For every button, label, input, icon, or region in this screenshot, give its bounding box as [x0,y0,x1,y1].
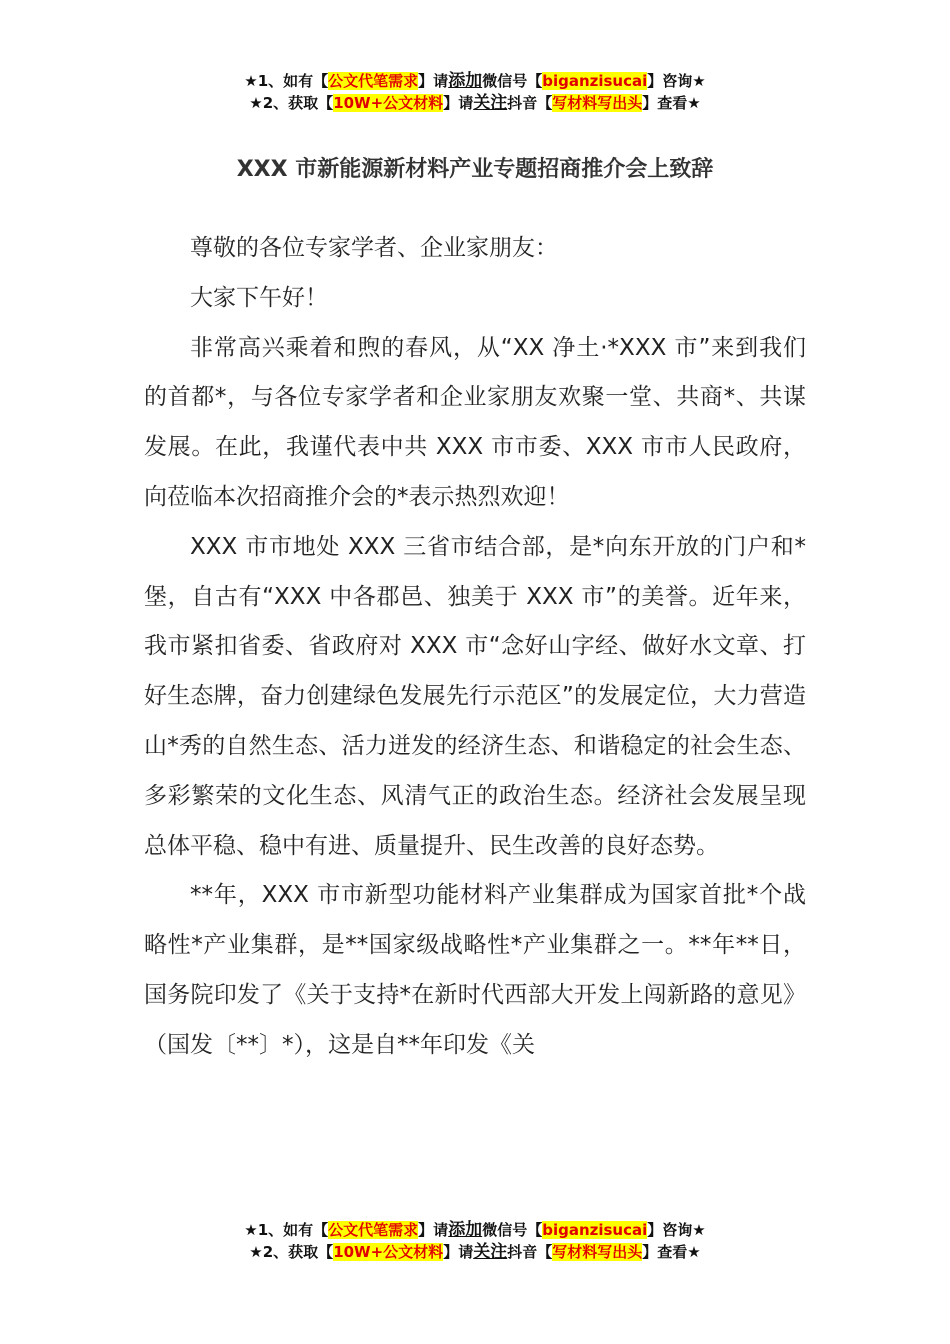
promo-text: ★1、如有【 [244,72,329,90]
promo-text: 抖音【 [507,1243,553,1261]
greeting: 大家下午好！ [190,284,328,311]
promo-line-1 [0,1219,950,1241]
promo-highlight-service: 公文代笔需求 [328,72,419,90]
promo-emphasis: 添加 [448,1220,483,1240]
promo-text: 】咨询★ [647,1221,706,1239]
promo-emphasis: 关注 [473,1242,508,1262]
promo-text: 】请 [443,1243,474,1261]
promo-text: ★1、如有【 [244,1221,329,1239]
body-paragraph: XXX 市市地处 XXX 三省市结合部，是*向东开放的门户和*堡，自古有“XXX 中各郡邑、独美于 XXX 市”的美誉。近年来，我市紧扣省委、省政府对 XXX 市“念好山字经、做好水文章、打好生态牌，奋力创建绿色发展先行示范区”的发展定位，大力营造山*秀的自然生态、活力迸发的经济生态、和谐稳定的社会生态、多彩繁荣的文化生态、风清气正的政治生态。经济社会发展呈现总体平稳、稳中有进、质量提升、民生改善的良好态势。 [144,533,806,859]
promo-highlight-douyin: 写材料写出头 [552,1243,643,1261]
promo-highlight-materials: 10W+公文材料 [333,94,444,112]
promo-text: 】请 [443,94,474,112]
promo-line-2 [0,92,950,114]
promo-text: 微信号【 [482,1221,543,1239]
salutation: 尊敬的各位专家学者、企业家朋友： [190,235,558,261]
promo-emphasis: 添加 [448,71,483,91]
promo-highlight-douyin: 写材料写出头 [552,94,643,112]
body-paragraph: **年，XXX 市市新型功能材料产业集群成为国家首批*个战略性*产业集群，是**国家级战略性*产业集群之一。**年**日，国务院印发了《关于支持*在新时代西部大开发上闯新路的意见》（国发〔**〕*），这是自**年印发《关 [144,882,806,1058]
promo-line-2 [0,1241,950,1263]
promo-text: 】查看★ [642,1243,701,1261]
promo-banner-bottom [0,1219,950,1263]
promo-text: 微信号【 [482,72,543,90]
promo-highlight-wechat: biganzisucai [542,1221,648,1239]
promo-emphasis: 关注 [473,93,508,113]
promo-text: 】请 [418,72,449,90]
promo-text: 】咨询★ [647,72,706,90]
promo-text: 】查看★ [642,94,701,112]
promo-highlight-materials: 10W+公文材料 [333,1243,444,1261]
promo-line-1 [0,70,950,92]
promo-text: 抖音【 [507,94,553,112]
document-body [144,224,806,1071]
promo-highlight-service: 公文代笔需求 [328,1221,419,1239]
promo-text: 】请 [418,1221,449,1239]
promo-banner-top [0,70,950,114]
body-paragraph: 非常高兴乘着和煦的春风，从“XX 净土·*XXX 市”来到我们的首都*，与各位专家学者和企业家朋友欢聚一堂、共商*、共谋发展。在此，我谨代表中共 XXX 市市委、XXX 市市人民政府，向莅临本次招商推介会的*表示热烈欢迎！ [144,334,806,510]
promo-highlight-wechat: biganzisucai [542,72,648,90]
promo-text: ★2、获取【 [249,94,334,112]
promo-text: ★2、获取【 [249,1243,334,1261]
document-title: XXX 市新能源新材料产业专题招商推介会上致辞 [236,157,714,182]
